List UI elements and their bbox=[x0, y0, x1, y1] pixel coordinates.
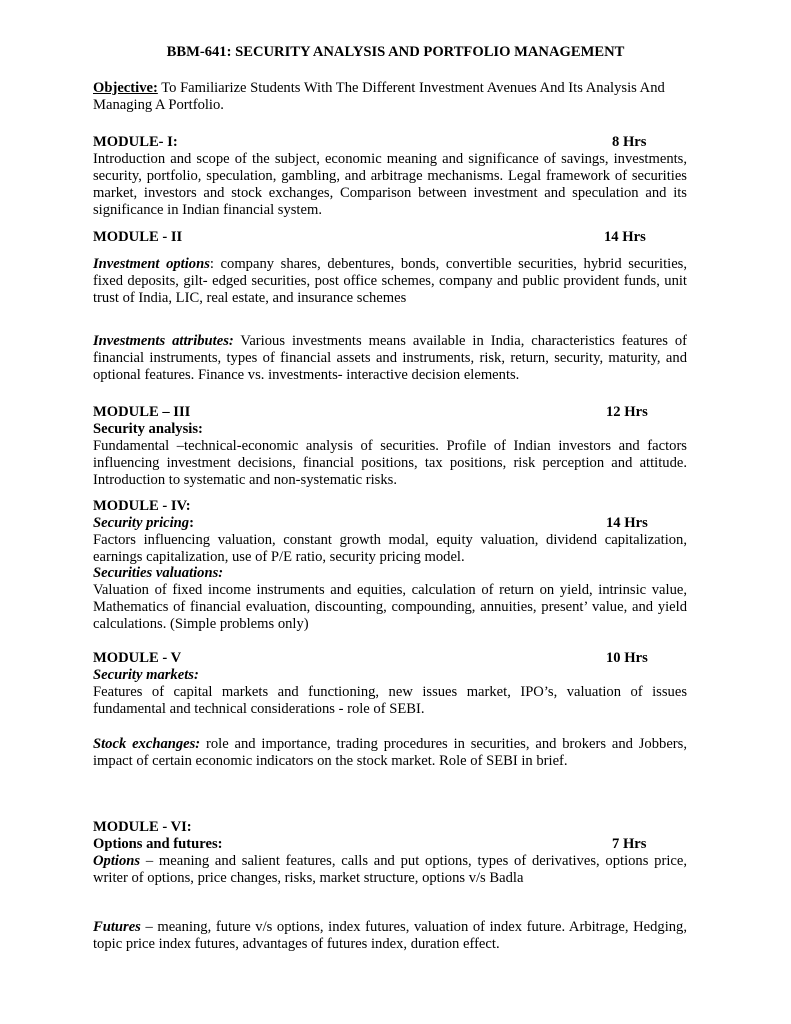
module-4-hours: 14 Hrs bbox=[606, 515, 648, 531]
options-paragraph bbox=[93, 853, 687, 887]
objective bbox=[93, 80, 687, 114]
security-pricing-label: Security pricing bbox=[93, 515, 190, 531]
module-2-hours: 14 Hrs bbox=[604, 229, 646, 245]
module-5-hours: 10 Hrs bbox=[606, 650, 648, 666]
investments-attributes-label: Investments attributes: bbox=[93, 333, 234, 349]
page-title: BBM-641: SECURITY ANALYSIS AND PORTFOLIO MANAGEMENT bbox=[166, 44, 625, 60]
module-6-heading: MODULE - VI: bbox=[93, 819, 192, 835]
security-pricing-heading bbox=[93, 515, 687, 532]
module-5-heading: MODULE - V bbox=[93, 650, 182, 666]
module-3-text: Fundamental –technical-economic analysis of securities. Profile of Indian investors and factors influencing investment decisions, financial positions, tax positions, risk perception and attitude. Introduction to systematic and non-systematic risks. bbox=[93, 438, 687, 488]
module-6-hours: 7 Hrs bbox=[612, 836, 647, 852]
futures-text: – meaning, future v/s options, index futures, valuation of index future. Arbitrage, Hedging, topic price index futures, advantages of futures index, duration effect. bbox=[93, 919, 687, 952]
module-1-heading: MODULE- I: bbox=[93, 134, 178, 150]
security-pricing-colon: : bbox=[189, 515, 194, 531]
securities-valuations-label: Securities valuations: bbox=[93, 565, 224, 581]
module-2-options bbox=[93, 256, 687, 307]
futures-label: Futures bbox=[93, 919, 141, 935]
security-markets-text: Features of capital markets and functioning, new issues market, IPO’s, valuation of issues fundamental and technical considerations - role of SEBI. bbox=[93, 684, 687, 717]
objective-label: Objective: bbox=[93, 80, 158, 96]
stock-exchanges-text: role and importance, trading procedures in securities, and brokers and Jobbers, impact of certain economic indicators on the stock market. Role of SEBI in brief. bbox=[93, 736, 687, 769]
options-label: Options bbox=[93, 853, 141, 869]
module-1-hours: 8 Hrs bbox=[612, 134, 647, 150]
securities-valuations-text: Valuation of fixed income instruments and equities, calculation of return on yield, intrinsic value, Mathematics of financial evaluation, discounting, compounding, annuities, present’ value, and yield calculations. (Simple problems only) bbox=[93, 582, 687, 632]
security-pricing-text: Factors influencing valuation, constant growth modal, equity valuation, dividend capitalization, earnings capitalization, use of P/E ratio, security pricing model. bbox=[93, 532, 687, 565]
module-3-hours: 12 Hrs bbox=[606, 404, 648, 420]
stock-exchanges-label: Stock exchanges: bbox=[93, 736, 201, 752]
module-3-heading: MODULE – III bbox=[93, 404, 191, 420]
module-3-subheading: Security analysis: bbox=[93, 421, 203, 437]
futures-paragraph bbox=[93, 919, 687, 953]
security-markets-label: Security markets: bbox=[93, 667, 199, 683]
stock-exchanges bbox=[93, 736, 687, 770]
objective-text: To Familiarize Students With The Different Investment Avenues And Its Analysis And Managing A Portfolio. bbox=[93, 80, 665, 113]
module-2-heading: MODULE - II bbox=[93, 229, 183, 245]
module-6-subheading: Options and futures: bbox=[93, 836, 223, 852]
investment-options-text: : company shares, debentures, bonds, convertible securities, hybrid securities, fixed deposits, gilt- edged securities, post office schemes, company and public provident funds, unit trust of India, LIC, real estate, and insurance schemes bbox=[93, 256, 687, 306]
investment-options-label: Investment options bbox=[93, 256, 210, 272]
module-1-text: Introduction and scope of the subject, economic meaning and significance of savings, investments, security, portfolio, speculation, gambling, and arbitrage mechanisms. Legal framework of securities market, investors and stock exchanges, Comparison between investment and speculation and its significance in Indian financial system. bbox=[93, 151, 687, 218]
options-text: – meaning and salient features, calls and put options, types of derivatives, options price, writer of options, price changes, risks, market structure, options v/s Badla bbox=[93, 853, 687, 886]
module-2-attributes bbox=[93, 333, 687, 384]
module-4-heading: MODULE - IV: bbox=[93, 498, 191, 514]
investments-attributes-text: Various investments means available in India, characteristics features of financial instruments, types of financial assets and instruments, risk, return, security, maturity, and optional features. Finance vs. investments- interactive decision elements. bbox=[93, 333, 687, 383]
